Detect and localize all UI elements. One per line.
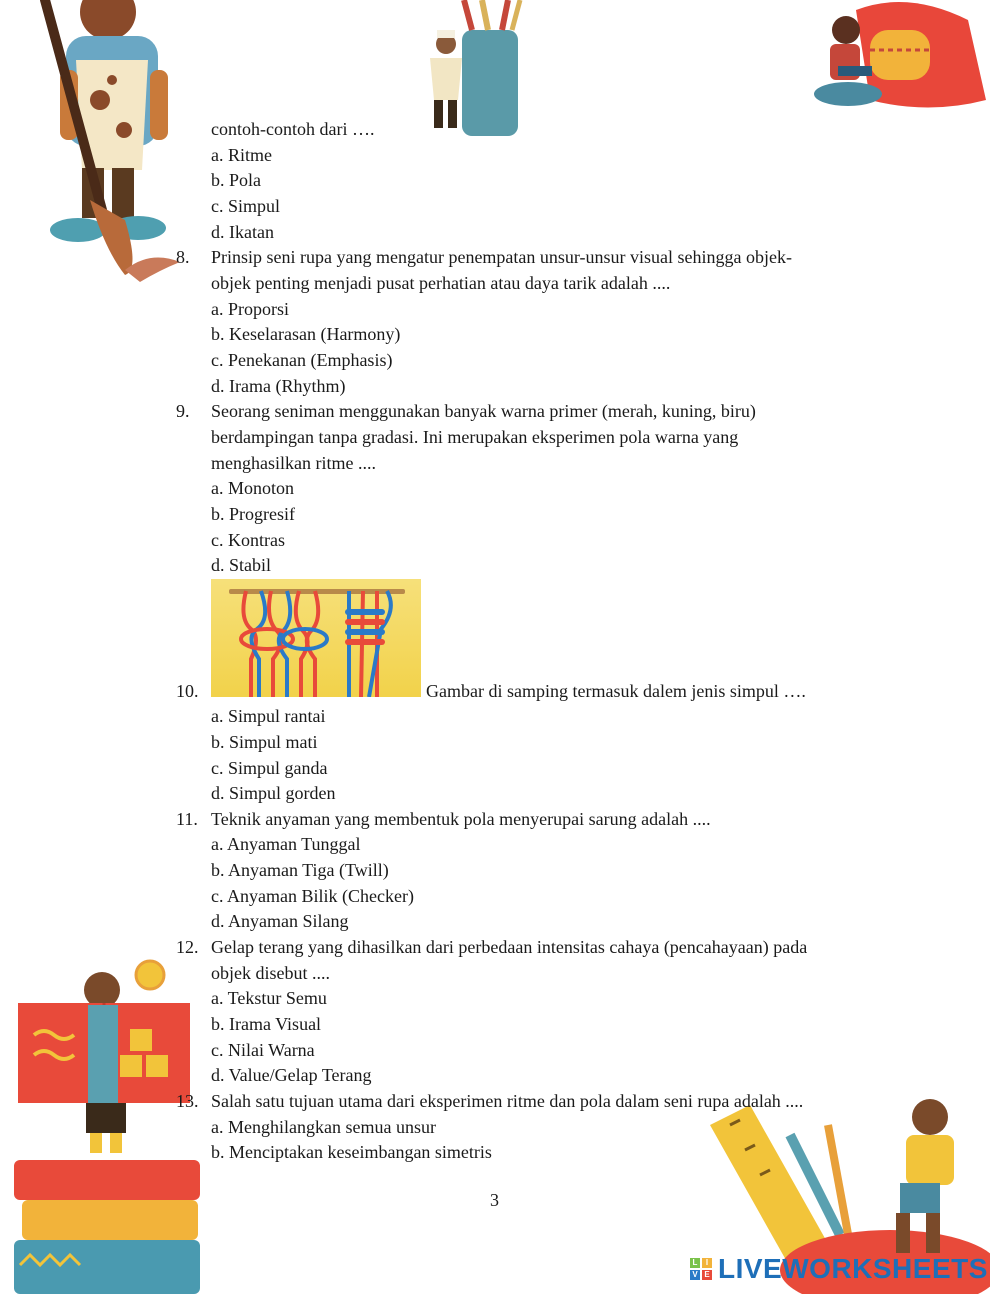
q10-option-d: d. Simpul gorden: [211, 783, 336, 803]
question-11-number: 11.: [176, 809, 198, 829]
q13-option-a: a. Menghilangkan semua unsur: [211, 1117, 436, 1137]
q9-option-c: c. Kontras: [211, 530, 285, 550]
question-9-line-1: Seorang seniman menggunakan banyak warna primer (merah, kuning, biru): [211, 401, 756, 421]
q12-option-c: c. Nilai Warna: [211, 1040, 315, 1060]
q11-option-b: b. Anyaman Tiga (Twill): [211, 860, 389, 880]
footer-brand-text: LIVEWORKSHEETS: [718, 1253, 988, 1284]
question-9-line-3: menghasilkan ritme ....: [211, 453, 376, 473]
question-13-line-1: Salah satu tujuan utama dari eksperimen ritme dan pola dalam seni rupa adalah ....: [211, 1091, 804, 1111]
q11-option-c: c. Anyaman Bilik (Checker): [211, 886, 414, 906]
question-7-continuation: contoh-contoh dari ….: [211, 119, 375, 139]
q12-option-b: b. Irama Visual: [211, 1014, 322, 1034]
q10-option-b: b. Simpul mati: [211, 732, 318, 752]
q9-option-a: a. Monoton: [211, 478, 294, 498]
q11-option-d: d. Anyaman Silang: [211, 911, 349, 931]
question-13-number: 13.: [176, 1091, 199, 1111]
question-8-line-1: Prinsip seni rupa yang mengatur penempatan unsur-unsur visual sehingga objek-: [211, 247, 793, 267]
liveworksheets-logo-icon: L I V E: [690, 1258, 712, 1280]
macrame-knots-image: [211, 579, 421, 697]
question-10-line-1: Gambar di samping termasuk dalem jenis simpul ….: [426, 681, 806, 701]
chef-with-brush-jar-icon: [410, 0, 530, 140]
q10-option-a: a. Simpul rantai: [211, 706, 326, 726]
question-9-number: 9.: [176, 401, 190, 421]
q9-option-b: b. Progresif: [211, 504, 295, 524]
q7-option-c: c. Simpul: [211, 196, 281, 216]
q7-option-b: b. Pola: [211, 170, 262, 190]
q8-option-d: d. Irama (Rhythm): [211, 376, 346, 396]
q7-option-a: a. Ritme: [211, 145, 272, 165]
q13-option-b: b. Menciptakan keseimbangan simetris: [211, 1142, 492, 1162]
q12-option-d: d. Value/Gelap Terang: [211, 1065, 372, 1085]
question-12-line-1: Gelap terang yang dihasilkan dari perbedaan intensitas cahaya (pencahayaan) pada: [211, 937, 808, 957]
boy-reading-on-books-icon: [10, 955, 210, 1294]
question-12-line-2: objek disebut ....: [211, 963, 330, 983]
q8-option-a: a. Proporsi: [211, 299, 289, 319]
q10-option-c: c. Simpul ganda: [211, 758, 328, 778]
question-8-number: 8.: [176, 247, 190, 267]
q12-option-a: a. Tekstur Semu: [211, 988, 327, 1008]
q8-option-b: b. Keselarasan (Harmony): [211, 324, 401, 344]
question-10-number: 10.: [176, 681, 199, 701]
question-8-line-2: objek penting menjadi pusat perhatian atau daya tarik adalah ....: [211, 273, 671, 293]
question-9-line-2: berdampingan tanpa gradasi. Ini merupakan eksperimen pola warna yang: [211, 427, 739, 447]
question-11-line-1: Teknik anyaman yang membentuk pola menyerupai sarung adalah ....: [211, 809, 711, 829]
liveworksheets-footer[interactable]: [690, 1252, 988, 1286]
page-number: 3: [490, 1190, 499, 1210]
q7-option-d: d. Ikatan: [211, 222, 274, 242]
question-12-number: 12.: [176, 937, 199, 957]
q11-option-a: a. Anyaman Tunggal: [211, 834, 361, 854]
painter-child-icon: [20, 0, 200, 290]
q8-option-c: c. Penekanan (Emphasis): [211, 350, 393, 370]
q9-option-d: d. Stabil: [211, 555, 272, 575]
girl-reading-backpack-icon: [808, 0, 988, 115]
